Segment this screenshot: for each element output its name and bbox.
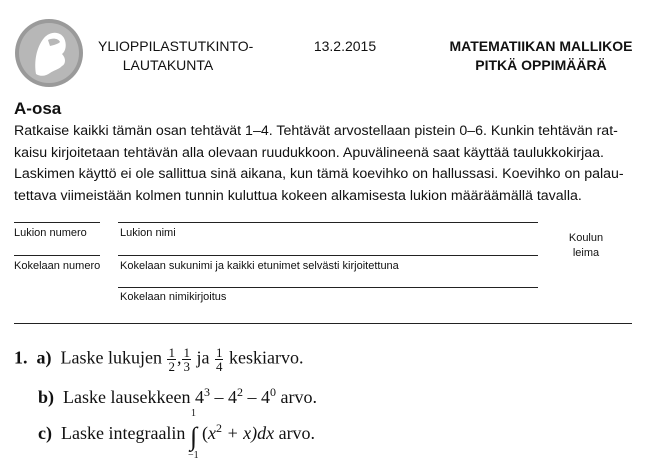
school-name-label: Lukion nimi xyxy=(120,227,176,239)
task-text: Laske lukujen xyxy=(60,347,162,368)
subtask-label: b) xyxy=(38,387,55,407)
integrand: $(x^2 + x)dx$ xyxy=(201,421,275,443)
school-stamp-label: Koulun leima xyxy=(568,232,604,259)
expression: $4^3 - 4^2 - 4^0$ xyxy=(194,385,276,407)
section-divider xyxy=(14,323,632,324)
candidate-name-label: Kokelaan sukunimi ja kaikki etunimet selvästi kirjoitettuna xyxy=(120,260,399,272)
signature-line xyxy=(118,287,538,288)
task-text: arvo. xyxy=(280,387,317,407)
candidate-name-line xyxy=(118,255,538,256)
school-name-line xyxy=(118,222,538,223)
subtask-label: a) xyxy=(36,347,52,368)
section-title: A-osa xyxy=(14,99,62,118)
task-text: keskiarvo. xyxy=(228,347,304,368)
exam-title: MATEMATIIKAN MALLIKOE PITKÄ OPPIMÄÄRÄ xyxy=(449,38,633,73)
fraction: $\frac{1}{4}$ xyxy=(215,345,223,374)
candidate-number-line xyxy=(14,255,100,256)
task-number: 1. xyxy=(14,347,28,368)
task-text: Laske integraalin xyxy=(60,423,186,443)
task-1c xyxy=(38,408,316,461)
task-1b xyxy=(38,385,317,408)
integral-upper-limit: 1 xyxy=(190,408,196,419)
integral-lower-limit: −1 xyxy=(187,450,199,461)
matriculation-board-logo xyxy=(14,18,84,88)
candidate-number-label: Kokelaan numero xyxy=(14,260,101,272)
instructions xyxy=(14,121,639,207)
integral-sign: ∫ 1 −1 xyxy=(187,408,199,461)
instructions-line: Laskimen käyttö ei ole sallittua sinä aikana, kun tämä koevihko on hallussasi. Koevihko on palau- xyxy=(14,166,624,182)
instructions-line: Ratkaise kaikki tämän osan tehtävät 1–4. Tehtävät arvostellaan pistein 0–6. Kunkin tehtävän rat- xyxy=(14,123,618,139)
exam-date: 13.2.2015 xyxy=(313,38,377,54)
instructions-line: kaisu kirjoitetaan tehtävän alla olevaan ruudukkoon. Apuvälineenä saat käyttää taulukkokirjaa. xyxy=(14,144,604,161)
school-number-label: Lukion numero xyxy=(14,227,87,239)
instructions-line: tettava viimeistään kolmen tunnin kuluttua kokeen alkamisesta lukion määräämällä tavalla. xyxy=(14,187,582,204)
task-text: arvo. xyxy=(278,423,316,443)
exam-board-name: YLIOPPILASTUTKINTO- LAUTAKUNTA xyxy=(98,38,254,73)
subtask-label: c) xyxy=(38,423,52,443)
fraction: $\frac{1}{2}$ xyxy=(168,345,175,374)
school-number-line xyxy=(14,222,100,223)
task-text: Laske lausekkeen xyxy=(63,387,191,407)
fraction: $\frac{1}{3}$ xyxy=(183,345,190,374)
task-1a: 1. a) Laske lukujen $\frac{1}{2}$ , $\frac{1}{3}$ ja $\frac{1}{4}$ keskiarvo. xyxy=(14,345,304,374)
signature-label: Kokelaan nimikirjoitus xyxy=(120,291,227,303)
